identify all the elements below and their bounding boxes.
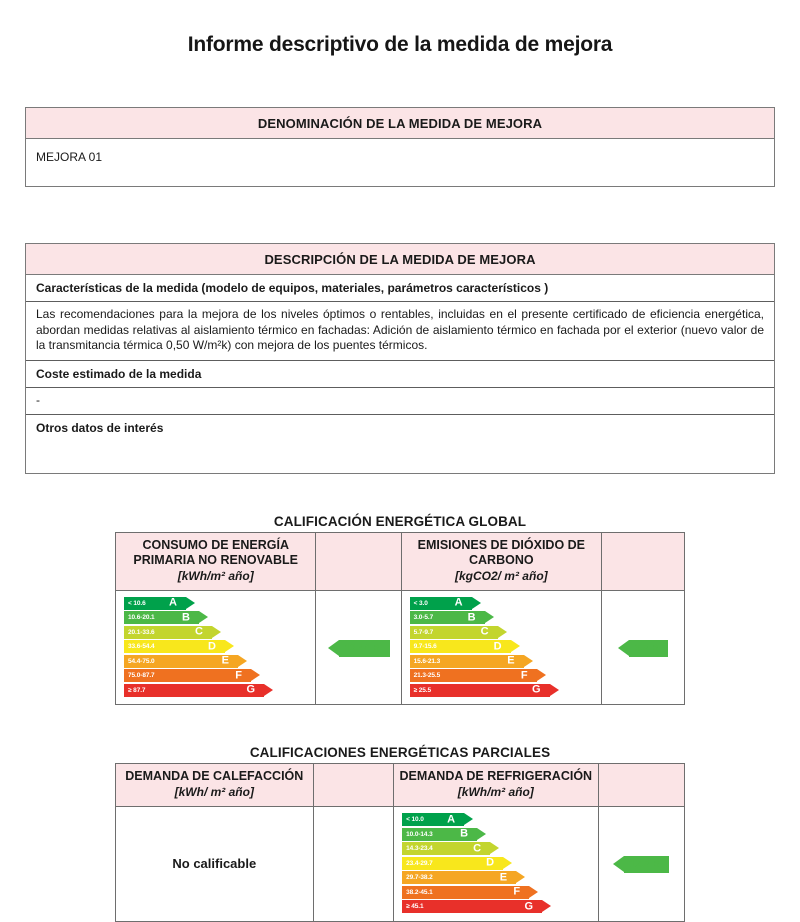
refrigeracion-marker-cell <box>598 807 684 922</box>
energy-bar-range: 20.1-33.6 <box>128 628 155 636</box>
caracteristicas-label: Características de la medida (modelo de equipos, materiales, parámetros característicos ) <box>26 275 774 302</box>
calificacion-global-table <box>115 532 685 706</box>
denominacion-block <box>25 107 775 187</box>
energy-bar-range: ≥ 25.5 <box>413 686 432 694</box>
energy-bar-letter: D <box>208 640 216 652</box>
energy-bar-c <box>402 842 490 855</box>
consumo-header-spacer <box>316 532 401 590</box>
refrigeracion-header <box>394 764 598 807</box>
consumo-marker-cell <box>316 590 401 705</box>
caracteristicas-text: Las recomendaciones para la mejora de los niveles óptimos o rentables, incluidas en el presente certificado de eficiencia energética, abordan medidas relativas al aislamiento térmico en fachadas: Adición de aislamiento térmico en fachada por el exterior (nuevo valor de la transmitancia térmica 0,50 W/m²k) con mejora de los puentes térmicos. <box>26 302 774 361</box>
consumo-header-line1: CONSUMO DE ENERGÍA <box>142 537 289 552</box>
energy-scale-emisiones <box>410 597 597 697</box>
energy-bar-b <box>124 611 199 624</box>
energy-bar-letter: G <box>532 683 541 696</box>
energy-bar-range: 23.4-29.7 <box>406 859 433 867</box>
energy-bar-b <box>410 611 485 624</box>
coste-value: - <box>26 388 774 415</box>
energy-bar-range: 29.7-38.2 <box>406 874 433 881</box>
energy-bar-letter: A <box>454 596 463 609</box>
refrigeracion-header-spacer <box>598 764 684 807</box>
energy-bar-letter: B <box>467 611 476 623</box>
energy-bar-f <box>124 669 251 682</box>
otros-value <box>26 441 774 473</box>
energy-bar-letter: A <box>447 813 456 825</box>
energy-bar-letter: F <box>520 669 528 681</box>
calificaciones-parciales-section <box>0 745 800 922</box>
energy-bar-letter: G <box>524 900 534 912</box>
descripcion-header: DESCRIPCIÓN DE LA MEDIDA DE MEJORA <box>26 244 774 275</box>
energy-bar-d <box>124 640 225 653</box>
energy-bar-letter: B <box>182 611 190 623</box>
energy-bar-range: 54.4-75.0 <box>128 657 155 665</box>
energy-bar-range: < 10.0 <box>406 816 424 823</box>
emisiones-scale-cell <box>401 590 601 705</box>
calificacion-global-section <box>0 514 800 706</box>
energy-bar-range: 9.7-15.6 <box>413 643 437 650</box>
energy-bar-d <box>410 640 511 653</box>
consumo-rating-marker <box>339 640 390 657</box>
energy-bar-letter: C <box>195 625 203 638</box>
energy-bar-range: 21.3-25.5 <box>413 672 441 679</box>
emisiones-header-spacer <box>602 532 685 590</box>
energy-bar-letter: F <box>513 885 521 898</box>
emisiones-header-line1: EMISIONES DE DIÓXIDO DE <box>417 537 585 552</box>
refrigeracion-marker-label: 12.3 B <box>630 859 660 871</box>
energy-bar-letter: D <box>493 640 502 652</box>
consumo-header-line2: PRIMARIA NO RENOVABLE <box>133 552 299 567</box>
calefaccion-marker-cell <box>313 807 394 922</box>
energy-bar-g <box>410 684 550 697</box>
denominacion-header: DENOMINACIÓN DE LA MEDIDA DE MEJORA <box>26 108 774 139</box>
energy-bar-letter: C <box>480 625 489 638</box>
energy-bar-e <box>124 655 238 668</box>
energy-bar-letter: G <box>246 683 255 696</box>
energy-bar-range: 38.2-45.1 <box>406 888 433 896</box>
coste-label: Coste estimado de la medida <box>26 361 774 388</box>
calefaccion-header <box>116 764 314 807</box>
energy-bar-e <box>402 871 516 884</box>
energy-bar-letter: C <box>473 842 482 854</box>
energy-bar-g <box>402 900 542 913</box>
energy-bar-e <box>410 655 524 668</box>
calefaccion-header-spacer <box>313 764 394 807</box>
energy-bar-letter: A <box>169 596 177 609</box>
energy-bar-letter: D <box>486 856 495 869</box>
energy-bar-letter: B <box>460 827 469 840</box>
energy-bar-range: < 3.0 <box>413 599 428 607</box>
energy-bar-range: < 10.6 <box>128 599 146 607</box>
refrigeracion-scale-cell <box>394 807 598 922</box>
refrigeracion-unit: [kWh/m² año] <box>457 785 534 799</box>
energy-bar-letter: E <box>507 654 515 667</box>
denominacion-value: MEJORA 01 <box>36 150 103 164</box>
emisiones-marker-cell <box>602 590 685 705</box>
calefaccion-value-cell: No calificable <box>116 807 314 922</box>
page-title: Informe descriptivo de la medida de mejora <box>187 33 613 56</box>
calefaccion-header-text: DEMANDA DE CALEFACCIÓN <box>125 769 304 783</box>
emisiones-unit: [kgCO2/ m² año] <box>454 568 548 583</box>
energy-bar-range: 15.6-21.3 <box>413 657 441 665</box>
energy-bar-range: 10.6-20.1 <box>128 614 155 621</box>
emisiones-rating-marker <box>629 640 669 657</box>
energy-bar-f <box>410 669 537 682</box>
energy-bar-c <box>410 626 498 639</box>
energy-scale-consumo <box>124 597 311 697</box>
emisiones-marker-label: 3.3 B <box>634 642 659 654</box>
otros-label: Otros datos de interés <box>36 420 164 435</box>
energy-bar-letter: E <box>499 871 508 883</box>
energy-scale-refrigeracion <box>402 813 593 913</box>
energy-bar-a <box>410 597 472 610</box>
calefaccion-unit: [kWh/ m² año] <box>174 785 254 799</box>
energy-bar-letter: F <box>235 669 242 681</box>
consumo-unit: [kWh/m² año] <box>177 568 254 583</box>
calificacion-global-title: CALIFICACIÓN ENERGÉTICA GLOBAL <box>273 513 527 529</box>
energy-bar-range: 14.3-23.4 <box>406 845 433 852</box>
energy-bar-letter: E <box>221 654 229 667</box>
energy-bar-range: ≥ 87.7 <box>128 686 146 694</box>
energy-bar-range: ≥ 45.1 <box>406 903 424 910</box>
energy-bar-c <box>124 626 212 639</box>
energy-bar-range: 75.0-87.7 <box>128 672 155 679</box>
consumo-marker-label: 12.44 B <box>344 642 380 654</box>
energy-bar-b <box>402 828 477 841</box>
calificaciones-parciales-table <box>115 763 685 922</box>
energy-bar-range: 3.0-5.7 <box>413 614 434 621</box>
energy-bar-range: 5.7-9.7 <box>413 628 434 636</box>
energy-bar-range: 10.0-14.3 <box>406 830 433 838</box>
energy-bar-range: 33.6-54.4 <box>128 643 155 650</box>
emisiones-header-line2: CARBONO <box>469 552 534 567</box>
energy-bar-f <box>402 886 529 899</box>
energy-bar-a <box>402 813 464 826</box>
consumo-scale-cell <box>116 590 316 705</box>
consumo-header <box>116 532 316 590</box>
refrigeracion-header-text: DEMANDA DE REFRIGERACIÓN <box>399 769 593 783</box>
energy-bar-a <box>124 597 186 610</box>
refrigeracion-rating-marker <box>624 856 669 873</box>
calificaciones-parciales-title: CALIFICACIONES ENERGÉTICAS PARCIALES <box>249 745 551 760</box>
energy-bar-g <box>124 684 264 697</box>
emisiones-header <box>401 532 601 590</box>
energy-bar-d <box>402 857 503 870</box>
descripcion-block <box>25 243 775 474</box>
